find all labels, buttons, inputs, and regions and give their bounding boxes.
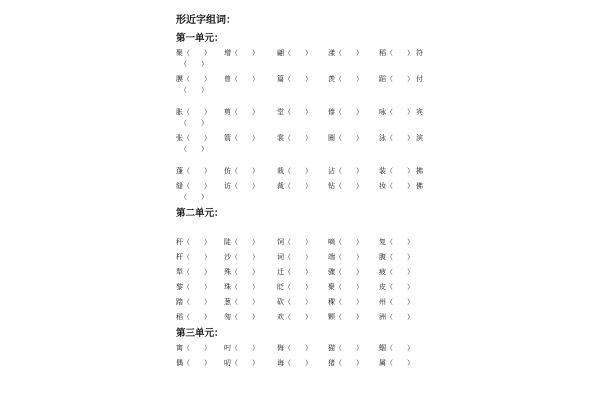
word-cell (176, 133, 211, 144)
character: 拂 (416, 167, 423, 175)
word-row (176, 312, 476, 327)
answer-blank[interactable]: （ ） (231, 182, 259, 190)
character: 咏 (379, 108, 386, 116)
character: 复 (379, 238, 386, 246)
answer-blank[interactable]: （ ） (183, 108, 211, 116)
word-cell (224, 166, 259, 177)
word-cell (224, 297, 259, 308)
word-cell (277, 282, 312, 293)
character: 稻 (176, 313, 183, 321)
character: 诲 (277, 359, 284, 367)
character: 端 (328, 253, 335, 261)
word-row (176, 107, 476, 133)
word-row (176, 297, 476, 312)
word-row (176, 181, 476, 207)
answer-blank[interactable]: （ ） (180, 119, 208, 127)
word-cell (277, 358, 312, 369)
answer-blank[interactable]: （ ） (335, 313, 363, 321)
word-row (176, 166, 476, 181)
unit-block (176, 223, 476, 327)
answer-blank[interactable]: （ ） (284, 298, 312, 306)
word-cell (328, 237, 363, 248)
answer-blank[interactable]: （ ） (386, 253, 414, 261)
character: 叼 (224, 344, 231, 352)
character: 翩 (277, 49, 284, 57)
word-row (176, 74, 476, 100)
unit-heading: 第三单元： (176, 328, 224, 339)
answer-blank[interactable]: （ ） (231, 313, 259, 321)
word-cell (277, 48, 312, 59)
answer-blank[interactable]: （ ） (335, 359, 363, 367)
word-cell (328, 267, 363, 278)
word-row (176, 358, 476, 373)
worksheet (176, 14, 476, 373)
word-cell (328, 48, 363, 59)
answer-blank[interactable]: （ ） (386, 134, 414, 142)
answer-blank[interactable]: （ ） (231, 268, 259, 276)
word-cell (176, 237, 211, 248)
answer-blank[interactable]: （ ） (284, 313, 312, 321)
answer-blank[interactable]: （ ） (183, 238, 211, 246)
answer-blank[interactable]: （ ） (335, 253, 363, 261)
word-cell (224, 267, 259, 278)
character: 访 (224, 182, 231, 190)
word-cell (328, 133, 363, 144)
character: 栽 (277, 167, 284, 175)
character: 滨 (416, 134, 423, 142)
character: 篇 (277, 75, 284, 83)
word-row (176, 252, 476, 267)
word-cell (277, 166, 312, 177)
word-cell (176, 74, 211, 85)
word-cell (224, 312, 259, 323)
word-cell (277, 133, 312, 144)
word-cell (379, 166, 414, 177)
word-row (176, 282, 476, 297)
answer-blank[interactable]: （ ） (180, 60, 208, 68)
answer-blank[interactable]: （ ） (386, 167, 414, 175)
unit-block (176, 343, 476, 373)
character: 嘀 (328, 238, 335, 246)
word-cell (379, 312, 414, 323)
word-cell (277, 181, 312, 192)
character: 宾 (416, 108, 423, 116)
page-title: 形近字组词： (176, 15, 236, 26)
character: 箭 (224, 134, 231, 142)
answer-blank[interactable]: （ ） (183, 268, 211, 276)
character: 漾 (328, 49, 335, 57)
word-cell (224, 133, 259, 144)
answer-blank[interactable]: （ ） (335, 268, 363, 276)
word-row (176, 237, 476, 252)
answer-blank[interactable]: （ ） (284, 182, 312, 190)
character: 稞 (328, 298, 335, 306)
answer-blank[interactable]: （ ） (284, 359, 312, 367)
character: 妆 (379, 182, 386, 190)
character: 殊 (224, 268, 231, 276)
word-cell (176, 252, 211, 263)
word-cell (328, 343, 363, 354)
answer-blank[interactable]: （ ） (284, 167, 312, 175)
answer-blank[interactable]: （ ） (386, 75, 414, 83)
character: 词 (277, 253, 284, 261)
character: 寓 (176, 344, 183, 352)
character: 饲 (277, 238, 284, 246)
answer-blank[interactable]: （ ） (335, 344, 363, 352)
character: 偶 (176, 359, 183, 367)
answer-blank[interactable]: （ ） (386, 359, 414, 367)
character: 匆 (224, 313, 231, 321)
character: 圈 (328, 134, 335, 142)
word-cell (277, 237, 312, 248)
answer-blank[interactable]: （ ） (386, 108, 414, 116)
character: 符 (416, 49, 423, 57)
character: 聚 (176, 49, 183, 57)
character: 张 (176, 134, 183, 142)
answer-blank[interactable]: （ ） (231, 283, 259, 291)
word-cell (277, 312, 312, 323)
character: 裁 (277, 182, 284, 190)
answer-blank[interactable]: （ ） (183, 75, 211, 83)
character: 疲 (379, 268, 386, 276)
word-cell (328, 74, 363, 85)
character: 聚 (328, 283, 335, 291)
character: 稻 (379, 49, 386, 57)
character: 付 (416, 75, 423, 83)
word-cell (176, 107, 211, 118)
character: 泳 (379, 134, 386, 142)
answer-blank[interactable]: （ ） (183, 298, 211, 306)
character: 蹈 (379, 75, 386, 83)
word-row (176, 267, 476, 282)
character: 增 (224, 49, 231, 57)
character: 沙 (224, 253, 231, 261)
character: 陡 (224, 238, 231, 246)
answer-blank[interactable]: （ ） (386, 344, 414, 352)
answer-blank[interactable]: （ ） (335, 134, 363, 142)
character: 猫 (328, 344, 335, 352)
word-cell (379, 74, 414, 85)
answer-blank[interactable]: （ ） (183, 283, 211, 291)
word-cell (379, 267, 414, 278)
answer-blank[interactable]: （ ） (386, 182, 414, 190)
answer-blank[interactable]: （ ） (335, 108, 363, 116)
answer-blank[interactable]: （ ） (284, 238, 312, 246)
word-cell (416, 181, 423, 192)
character: 踏 (176, 298, 183, 306)
character: 叨 (224, 359, 231, 367)
word-cell (416, 166, 423, 177)
answer-blank[interactable]: （ ） (386, 49, 414, 57)
answer-blank[interactable]: （ ） (386, 238, 414, 246)
word-cell (277, 343, 312, 354)
unit-heading: 第二单元： (176, 208, 224, 219)
character: 骤 (328, 268, 335, 276)
character: 杆 (176, 253, 183, 261)
answer-blank[interactable]: （ ） (284, 108, 312, 116)
answer-blank[interactable]: （ ） (231, 134, 259, 142)
word-row (176, 343, 476, 358)
word-cell (224, 48, 259, 59)
character: 猪 (328, 359, 335, 367)
answer-blank[interactable]: （ ） (335, 167, 363, 175)
character: 属 (379, 359, 386, 367)
word-cell (328, 358, 363, 369)
word-cell (224, 358, 259, 369)
character: 堂 (277, 108, 284, 116)
character: 胀 (176, 108, 183, 116)
answer-blank[interactable]: （ ） (231, 167, 259, 175)
word-cell (176, 358, 211, 369)
word-cell (224, 282, 259, 293)
character: 装 (379, 167, 386, 175)
word-cell (224, 343, 259, 354)
answer-blank[interactable]: （ ） (284, 253, 312, 261)
word-cell (379, 107, 414, 118)
character: 皮 (379, 283, 386, 291)
character: 秆 (176, 238, 183, 246)
word-cell (328, 166, 363, 177)
word-cell (176, 267, 211, 278)
character: 仿 (224, 167, 231, 175)
character: 欢 (277, 313, 284, 321)
answer-blank[interactable]: （ ） (183, 49, 211, 57)
word-cell (176, 166, 211, 177)
word-cell (379, 358, 414, 369)
word-cell (379, 297, 414, 308)
answer-blank[interactable]: （ ） (180, 86, 208, 94)
unit-block (176, 48, 476, 207)
word-cell (416, 107, 423, 118)
character: 曾 (224, 75, 231, 83)
word-cell (176, 48, 211, 59)
character: 颗 (328, 313, 335, 321)
word-cell (379, 181, 414, 192)
word-cell (379, 133, 414, 144)
word-cell (277, 74, 312, 85)
character: 剪 (224, 108, 231, 116)
word-cell (416, 74, 423, 85)
answer-blank[interactable]: （ ） (180, 145, 208, 153)
character: 缝 (176, 182, 183, 190)
answer-blank[interactable]: （ ） (231, 75, 259, 83)
answer-blank[interactable]: （ ） (183, 313, 211, 321)
unit-heading: 第一单元： (176, 33, 224, 44)
answer-blank[interactable]: （ ） (183, 344, 211, 352)
word-cell (379, 282, 414, 293)
answer-blank[interactable]: （ ） (335, 75, 363, 83)
answer-blank[interactable]: （ ） (183, 167, 211, 175)
character: 膜 (176, 75, 183, 83)
character: 犁 (176, 268, 183, 276)
word-cell (277, 267, 312, 278)
character: 珠 (224, 283, 231, 291)
character: 沾 (328, 167, 335, 175)
word-cell (277, 297, 312, 308)
answer-blank[interactable]: （ ） (284, 49, 312, 57)
answer-blank[interactable]: （ ） (386, 268, 414, 276)
character: 砍 (277, 298, 284, 306)
character: 迁 (277, 268, 284, 276)
character: 佛 (416, 182, 423, 190)
answer-blank[interactable]: （ ） (183, 182, 211, 190)
character: 蓬 (176, 167, 183, 175)
word-cell (277, 252, 312, 263)
word-row (176, 133, 476, 159)
answer-blank[interactable]: （ ） (335, 238, 363, 246)
answer-blank[interactable]: （ ） (183, 359, 211, 367)
word-cell (379, 237, 414, 248)
answer-blank[interactable]: （ ） (231, 359, 259, 367)
answer-blank[interactable]: （ ） (335, 49, 363, 57)
character: 黎 (176, 283, 183, 291)
character: 蝈 (379, 344, 386, 352)
answer-blank[interactable]: （ ） (231, 238, 259, 246)
word-cell (328, 181, 363, 192)
word-cell (224, 74, 259, 85)
word-cell (328, 297, 363, 308)
answer-blank[interactable]: （ ） (386, 313, 414, 321)
word-cell (328, 252, 363, 263)
answer-blank[interactable]: （ ） (335, 298, 363, 306)
word-cell (379, 343, 414, 354)
character: 洲 (379, 313, 386, 321)
word-cell (224, 252, 259, 263)
answer-blank[interactable]: （ ） (284, 283, 312, 291)
word-cell (328, 282, 363, 293)
answer-blank[interactable]: （ ） (231, 298, 259, 306)
word-cell (176, 282, 211, 293)
answer-blank[interactable]: （ ） (284, 344, 312, 352)
answer-blank[interactable]: （ ） (284, 75, 312, 83)
character: 眨 (277, 283, 284, 291)
word-cell (224, 107, 259, 118)
word-cell (224, 181, 259, 192)
word-cell (176, 343, 211, 354)
answer-blank[interactable]: （ ） (183, 134, 211, 142)
character: 侮 (277, 344, 284, 352)
word-cell (416, 48, 423, 59)
word-cell (224, 237, 259, 248)
character: 葱 (224, 298, 231, 306)
answer-blank[interactable]: （ ） (335, 182, 363, 190)
word-row (176, 48, 476, 74)
answer-blank[interactable]: （ ） (183, 253, 211, 261)
word-cell (176, 181, 211, 192)
word-cell (379, 252, 414, 263)
answer-blank[interactable]: （ ） (284, 134, 312, 142)
character: 羡 (328, 75, 335, 83)
answer-blank[interactable]: （ ） (386, 283, 414, 291)
word-cell (176, 297, 211, 308)
answer-blank[interactable]: （ ） (386, 298, 414, 306)
character: 钻 (328, 182, 335, 190)
word-cell (328, 107, 363, 118)
answer-blank[interactable]: （ ） (180, 193, 208, 201)
word-cell (176, 312, 211, 323)
word-cell (416, 133, 423, 144)
word-cell (328, 312, 363, 323)
word-cell (277, 107, 312, 118)
answer-blank[interactable]: （ ） (284, 268, 312, 276)
answer-blank[interactable]: （ ） (335, 283, 363, 291)
word-cell (379, 48, 414, 59)
answer-blank[interactable]: （ ） (231, 253, 259, 261)
character: 州 (379, 298, 386, 306)
character: 裳 (277, 134, 284, 142)
answer-blank[interactable]: （ ） (231, 49, 259, 57)
answer-blank[interactable]: （ ） (231, 108, 259, 116)
character: 傣 (328, 108, 335, 116)
character: 腹 (379, 253, 386, 261)
answer-blank[interactable]: （ ） (231, 344, 259, 352)
